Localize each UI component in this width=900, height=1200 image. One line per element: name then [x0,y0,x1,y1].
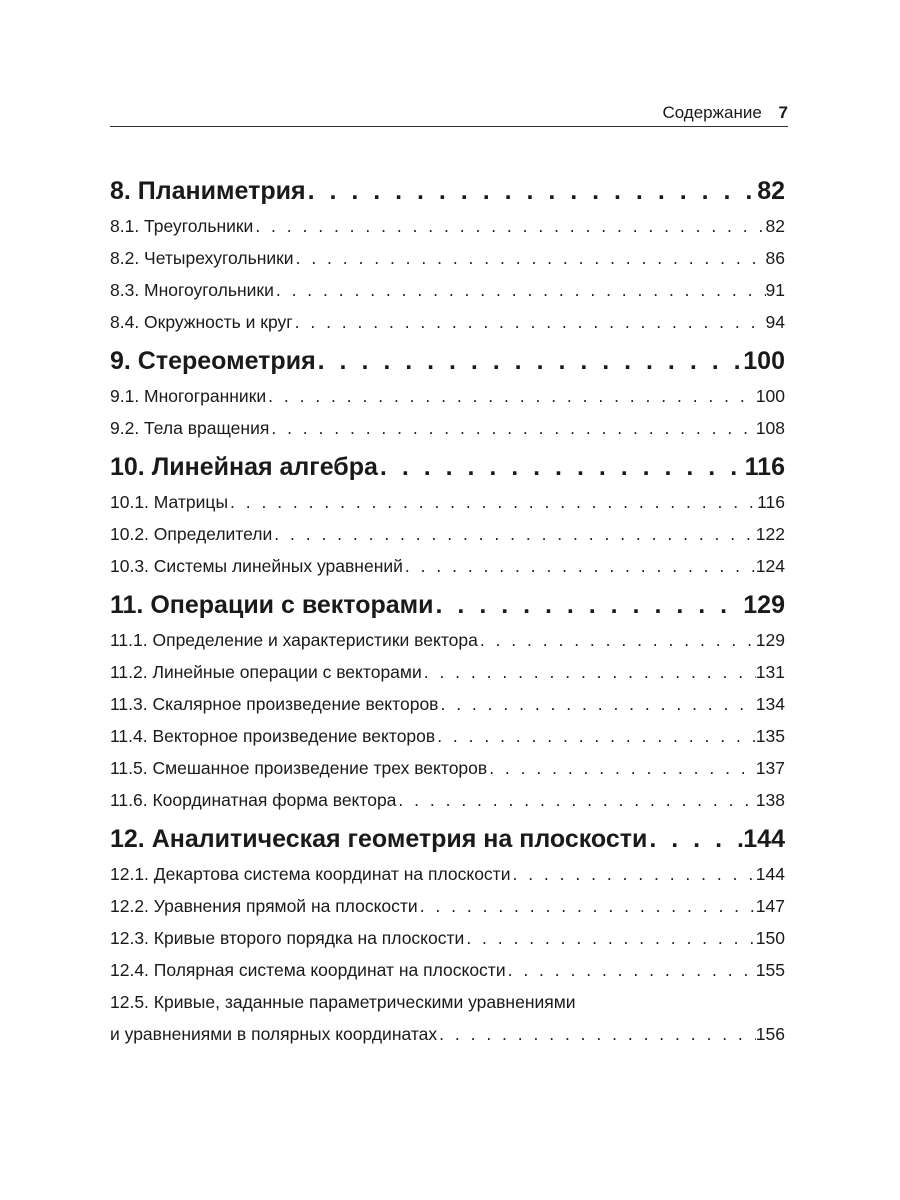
toc-page-number: 135 [755,726,785,746]
dot-leader [269,412,755,444]
toc-section-label: 9.1. Многогранники [110,386,267,406]
toc-page-number: 129 [743,591,785,619]
toc-page-number: 156 [755,1024,785,1044]
dot-leader [274,274,766,306]
dot-leader [506,954,756,986]
toc-section-12-4[interactable] [110,954,785,986]
toc-page-number: 137 [755,758,785,778]
toc-section-label-line1: 12.5. Кривые, заданные параметрическими уравнениями [110,992,576,1012]
dot-leader [294,242,766,274]
toc-section-11-4[interactable] [110,720,785,752]
toc-page-number: 124 [755,556,785,576]
toc-chapter-9[interactable] [110,342,785,380]
toc-page-number: 116 [744,453,785,481]
toc-chapter-label: 8. Планиметрия [110,177,306,205]
toc-section-8-2[interactable] [110,242,785,274]
toc-section-label: 11.6. Координатная форма вектора [110,790,397,810]
toc-page-number: 144 [755,864,785,884]
toc-section-11-5[interactable] [110,752,785,784]
toc-section-11-1[interactable] [110,624,785,656]
toc-section-label: 12.1. Декартова система координат на плоскости [110,864,511,884]
dot-leader [422,656,756,688]
toc-chapter-label: 10. Линейная алгебра [110,453,378,481]
toc-section-label: 9.2. Тела вращения [110,418,270,438]
toc-chapter-10[interactable] [110,448,785,486]
toc-section-9-2[interactable] [110,412,785,444]
dot-leader [253,210,765,242]
toc-section-label: 10.3. Системы линейных уравнений [110,556,403,576]
toc-page-number: 91 [765,280,785,300]
toc-section-label: 8.3. Многоугольники [110,280,274,300]
toc-page-number: 82 [757,177,785,205]
dot-leader [293,306,766,338]
toc-page-number: 138 [755,790,785,810]
dot-leader [306,172,758,210]
toc-section-label: 11.4. Векторное произведение векторов [110,726,436,746]
toc-section-12-3[interactable] [110,922,785,954]
toc-section-label: 12.3. Кривые второго порядка на плоскости [110,928,465,948]
toc-section-label: 12.2. Уравнения прямой на плоскости [110,896,418,916]
dot-leader [434,586,744,624]
toc-chapter-12[interactable] [110,820,785,858]
toc-section-12-5-last-line [110,1018,785,1050]
toc-section-label: 8.1. Треугольники [110,216,254,236]
dot-leader [437,1018,756,1050]
toc-section-label: 8.2. Четырехугольники [110,248,294,268]
toc-section-9-1[interactable] [110,380,785,412]
dot-leader [487,752,756,784]
toc-section-11-3[interactable] [110,688,785,720]
toc-page-number: 147 [755,896,785,916]
toc-page-number: 94 [765,312,785,332]
toc-page-number: 100 [743,347,785,375]
toc-chapter-8[interactable] [110,172,785,210]
dot-leader [647,820,743,858]
dot-leader [478,624,756,656]
toc-section-label: 11.3. Скалярное произведение векторов [110,694,439,714]
toc-page-number: 155 [755,960,785,980]
toc-section-11-2[interactable] [110,656,785,688]
dot-leader [418,890,756,922]
dot-leader [396,784,755,816]
toc-page-number: 150 [755,928,785,948]
toc-page-number: 134 [755,694,785,714]
toc-section-label: 11.2. Линейные операции с векторами [110,662,422,682]
toc-section-label: 11.1. Определение и характеристики вектора [110,630,478,650]
dot-leader [435,720,756,752]
running-head-page-number: 7 [778,103,788,122]
dot-leader [228,486,757,518]
toc-section-10-2[interactable] [110,518,785,550]
toc-chapter-label: 9. Стереометрия [110,347,316,375]
dot-leader [266,380,756,412]
toc-page-number: 108 [755,418,785,438]
toc-section-8-3[interactable] [110,274,785,306]
toc-section-label: 10.1. Матрицы [110,492,229,512]
toc-section-label: 12.4. Полярная система координат на плоскости [110,960,506,980]
toc-section-8-4[interactable] [110,306,785,338]
table-of-contents [110,172,785,1050]
dot-leader [510,858,755,890]
toc-section-label: 10.2. Определители [110,524,273,544]
toc-page-number: 122 [755,524,785,544]
toc-section-10-3[interactable] [110,550,785,582]
toc-chapter-label: 11. Операции с векторами [110,591,434,619]
running-head [110,100,788,127]
toc-page-number: 100 [755,386,785,406]
toc-page-number: 116 [757,492,785,512]
toc-page-number: 144 [743,825,785,853]
toc-page-number: 129 [755,630,785,650]
toc-chapter-11[interactable] [110,586,785,624]
toc-section-12-2[interactable] [110,890,785,922]
dot-leader [403,550,756,582]
toc-section-label-line2: и уравнениями в полярных координатах [110,1024,438,1044]
toc-chapter-label: 12. Аналитическая геометрия на плоскости [110,825,648,853]
toc-section-label: 8.4. Окружность и круг [110,312,293,332]
toc-section-10-1[interactable] [110,486,785,518]
dot-leader [316,342,744,380]
toc-page-number: 82 [765,216,785,236]
dot-leader [438,688,755,720]
toc-section-12-1[interactable] [110,858,785,890]
dot-leader [272,518,756,550]
toc-section-8-1[interactable] [110,210,785,242]
toc-section-12-5[interactable] [110,986,785,1050]
dot-leader [378,448,745,486]
dot-leader [464,922,755,954]
toc-page-number: 131 [755,662,785,682]
toc-section-label: 11.5. Смешанное произведение трех векторов [110,758,488,778]
toc-section-11-6[interactable] [110,784,785,816]
running-head-title: Содержание [662,103,762,122]
toc-page-number: 86 [765,248,785,268]
